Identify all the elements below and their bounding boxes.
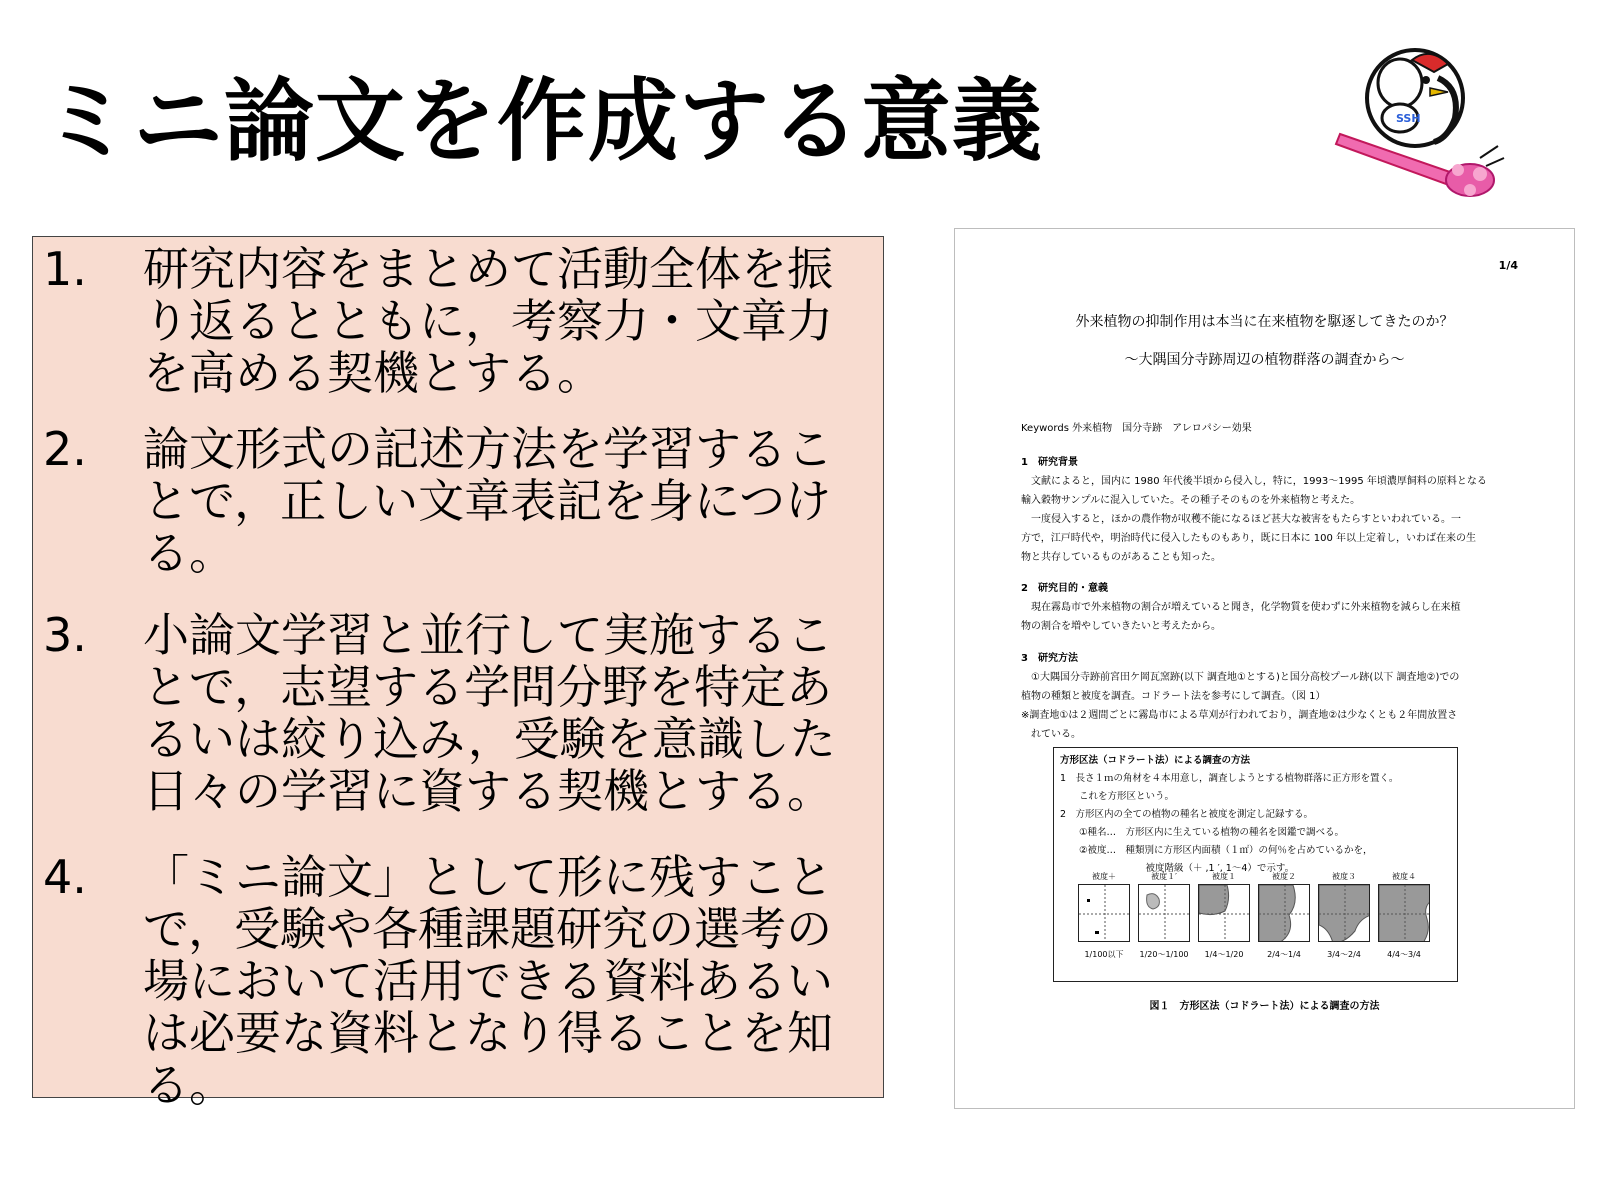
objective-text: 論文形式の記述方法を学習することで，正しい文章表記を身につける。	[143, 422, 833, 580]
quadrat-diagram	[1139, 885, 1190, 942]
section-heading: 3 研究方法	[1021, 653, 1078, 664]
mascot-badge: SSH	[1396, 112, 1421, 125]
cover-range-label: 2/4～1/4	[1267, 950, 1301, 959]
quadrat-cell	[1078, 872, 1130, 959]
method-line: 被度階級（＋ ,1 ′, 1～4）で示す。	[1060, 863, 1295, 874]
section-purpose	[1021, 579, 1534, 636]
cover-range-label: 1/20～1/100	[1139, 950, 1189, 959]
cover-class-label: 被度２	[1272, 872, 1296, 881]
quadrat-cell	[1198, 872, 1250, 959]
section-line: 現在霧島市で外来植物の割合が増えていると聞き，化学物質を使わずに外来植物を減らし在来植	[1021, 602, 1461, 613]
quadrat-diagram	[1199, 885, 1250, 942]
method-line: ②被度… 種類別に方形区内面積（１㎡）の何％を占めているかを，	[1060, 845, 1373, 856]
slide-title: ミニ論文を作成する意義	[42, 69, 1043, 174]
cover-class-label: 被度１′	[1151, 872, 1177, 881]
section-line: れている。	[1021, 729, 1081, 740]
section-line: ※調査地①は２週間ごとに霧島市による草刈が行われており，調査地②は少なくとも２年間放置さ	[1021, 710, 1458, 721]
section-line: ①大隅国分寺跡前宮田ケ岡瓦窯跡(以下 調査地①とする)と国分高校プール跡(以下 調査地②)での	[1021, 672, 1460, 683]
method-line: 2 方形区内の全ての植物の種名と被度を測定し記録する。	[1060, 809, 1314, 820]
objective-number: 2.	[43, 422, 87, 476]
figure-caption: 図１ 方形区法（コドラート法）による調査の方法	[1149, 1001, 1380, 1012]
quadrat-diagram	[1259, 885, 1310, 942]
section-method	[1021, 649, 1534, 744]
objective-number: 1.	[43, 242, 87, 296]
quadrat-cell	[1258, 872, 1310, 959]
cover-range-label: 1/100以下	[1084, 950, 1124, 959]
ssh-mascot-logo	[1330, 38, 1510, 208]
objective-text: 小論文学習と並行して実施することで，志望する学問分野を特定あるいは絞り込み，受験を意識した日々の学習に資する契機とする。	[143, 608, 836, 818]
quadrat-cell	[1318, 872, 1370, 959]
paper-title: 外来植物の抑制作用は本当に在来植物を駆逐してきたのか？	[1075, 314, 1454, 330]
quadrat-diagram	[1079, 885, 1130, 942]
page-number: 1/4	[1498, 259, 1518, 272]
objective-number: 4.	[43, 850, 87, 904]
objective-item	[43, 243, 869, 399]
quadrat-cell	[1138, 872, 1190, 959]
section-background	[1021, 453, 1534, 567]
paper-keywords: Keywords 外来植物 国分寺跡 アレロパシー効果	[1021, 423, 1252, 434]
section-line: 植物の種類と被度を調査。コドラート法を参考にして調査。（図 1）	[1021, 691, 1326, 702]
sample-paper-page	[954, 228, 1575, 1109]
section-line: 文献によると，国内に 1980 年代後半頃から侵入し，特に，1993～1995 年頃濃厚飼料の原料となる	[1021, 476, 1487, 487]
objectives-box	[32, 236, 884, 1112]
cover-range-label: 4/4～3/4	[1387, 950, 1421, 959]
section-line: 方で，江戸時代や，明治時代に侵入したものもあり，既に日本に 100 年以上定着し，いわば在来の生	[1021, 533, 1477, 544]
cover-range-label: 3/4～2/4	[1327, 950, 1361, 959]
quadrat-diagram	[1319, 885, 1370, 942]
objective-text: 「ミニ論文」として形に残すことで，受験や各種課題研究の選考の場において活用できる資料あるいは必要な資料となり得ることを知る。	[143, 850, 833, 1112]
method-line: ①種名… 方形区内に生えている植物の種名を図鑑で調べる。	[1060, 827, 1345, 838]
section-heading: 1 研究背景	[1021, 457, 1078, 468]
paper-subtitle: ～大隅国分寺跡周辺の植物群落の調査から～	[1124, 352, 1405, 368]
section-line: 輸入穀物サンプルに混入していた。その種子そのものを外来植物と考えた。	[1021, 495, 1361, 506]
objective-item	[43, 423, 869, 579]
method-box	[1053, 747, 1458, 982]
cover-class-label: 被度４	[1392, 872, 1416, 881]
section-line: 物の割合を増やしていきたいと考えたから。	[1021, 621, 1221, 632]
cover-class-label: 被度３	[1332, 872, 1356, 881]
cover-class-label: 被度１	[1212, 872, 1236, 881]
section-heading: 2 研究目的・意義	[1021, 583, 1108, 594]
section-line: 一度侵入すると，ほかの農作物が収穫不能になるほど甚大な被害をもたらすといわれている。一	[1021, 514, 1461, 525]
cover-range-label: 1/4～1/20	[1204, 950, 1244, 959]
section-line: 物と共存しているものがあることも知った。	[1021, 552, 1221, 563]
method-box-heading: 方形区法（コドラート法）による調査の方法	[1060, 755, 1251, 766]
objective-number: 3.	[43, 608, 87, 662]
quadrat-diagram	[1379, 885, 1430, 942]
method-line: これを方形区という。	[1060, 791, 1175, 802]
objective-text: 研究内容をまとめて活動全体を振り返るとともに，考察力・文章力を高める契機とする。	[143, 242, 833, 400]
quadrat-cell	[1378, 872, 1430, 959]
mascot-figure	[1367, 50, 1463, 146]
cover-class-label: 被度＋	[1092, 872, 1116, 881]
objective-item	[43, 609, 869, 817]
objective-item	[43, 851, 869, 1111]
method-line: 1 長さ１ｍの角材を４本用意し，調査しようとする植物群落に正方形を置く。	[1060, 773, 1399, 784]
